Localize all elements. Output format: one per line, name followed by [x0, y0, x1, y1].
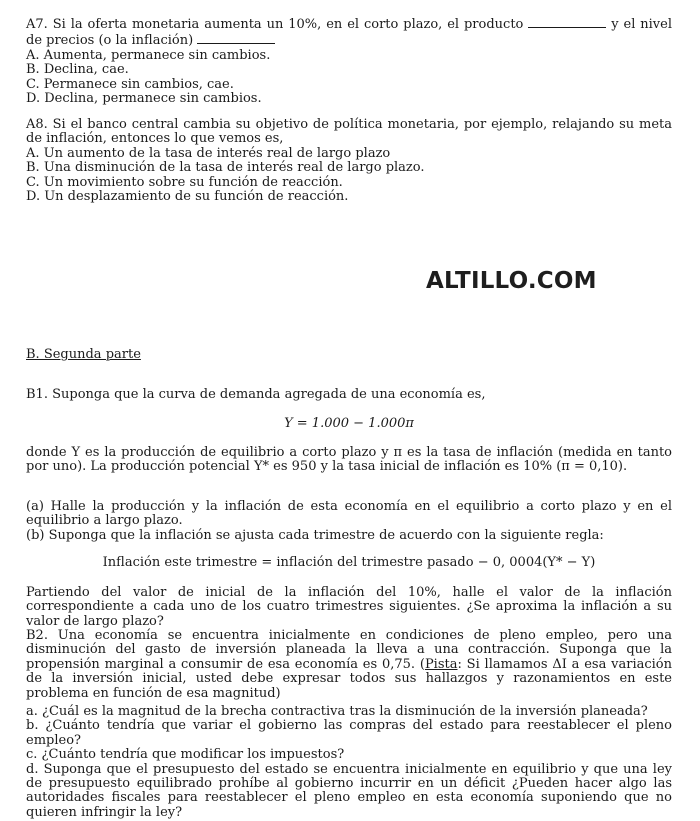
question-b2: B2. Una economía se encuentra inicialmente en condiciones de pleno empleo, pero una disminución del gasto de inversión planeada la lleva a una contracción. Suponga que la propensión marginal a consumir de esa economía es 0,75. (Pista: Si llamamos ΔI a esa variación de la inversión inicial, usted debe expresar todos sus hallazgos y razonamientos en este problema en función de esa magnitud) — [26, 628, 672, 701]
option-c: C. Un movimiento sobre su función de reacción. — [26, 174, 343, 190]
question-a8-stem: A8. Si el banco central cambia su objetivo de política monetaria, por ejemplo, relajando su meta de inflación, entonces lo que vemos es, — [26, 117, 672, 147]
question-b1-final: Partiendo del valor de inicial de la inflación del 10%, halle el valor de la inflación correspondiente a cada uno de los cuatro trimestres siguientes. ¿Se aproxima la inflación a su valor de largo plazo? — [26, 585, 672, 629]
option-d: D. Un desplazamiento de su función de reacción. — [26, 189, 349, 205]
option-d: D. Declina, permanece sin cambios. — [26, 91, 262, 107]
option-a: A. Un aumento de la tasa de interés real de largo plazo — [26, 145, 391, 161]
option-b: B. Declina, cae. — [26, 62, 129, 78]
option-c: C. Permanece sin cambios, cae. — [26, 76, 234, 92]
altillo-logo: ALTILLO.COM — [426, 268, 597, 294]
part-a: (a) Halle la producción y la inflación de esta economía en el equilibrio a corto plazo y en el equilibrio a largo plazo. — [26, 499, 672, 529]
question-b2-items — [26, 705, 672, 820]
item-b: b. ¿Cuánto tendría que variar el gobierno las compras del estado para reestablecer el pleno empleo? — [26, 718, 672, 748]
section-title: B. Segunda parte — [26, 347, 141, 362]
question-b1-where: donde Y es la producción de equilibrio a corto plazo y π es la tasa de inflación (medida en tanto por uno). La producción potencial Y* es 950 y la tasa inicial de inflación es 10% (π = 0,10). — [26, 445, 672, 475]
answer-blank — [197, 32, 275, 44]
question-a7-stem: A7. Si la oferta monetaria aumenta un 10%, en el corto plazo, el producto y el nivel de precios (o la inflación) — [26, 17, 672, 49]
option-b: B. Una disminución de la tasa de interés real de largo plazo. — [26, 160, 425, 176]
inflation-rule: Inflación este trimestre = inflación del trimestre pasado − 0, 0004(Y* − Y) — [102, 555, 596, 570]
part-b: (b) Suponga que la inflación se ajusta cada trimestre de acuerdo con la siguiente regla: — [26, 527, 604, 543]
question-a8 — [26, 118, 672, 204]
item-a: a. ¿Cuál es la magnitud de la brecha contractiva tras la disminución de la inversión planeada? — [26, 704, 648, 719]
hint-label: Pista — [424, 656, 458, 672]
question-a7 — [26, 16, 672, 106]
item-d: d. Suponga que el presupuesto del estado se encuentra inicialmente en equilibrio y que una ley de presupuesto equilibrado prohíbe al gobierno incurrir en un déficit ¿Pueden hacer algo las autoridades fiscales para reestablecer el pleno empleo en esta economía suponiendo que no quieren infringir la ley? — [26, 761, 672, 820]
demand-equation: Y = 1.000 − 1.000π — [284, 416, 414, 431]
answer-blank — [528, 16, 606, 28]
question-b1-parts — [26, 500, 672, 543]
question-b1-intro: B1. Suponga que la curva de demanda agregada de una economía es, — [26, 387, 486, 402]
item-c: c. ¿Cuánto tendría que modificar los impuestos? — [26, 747, 345, 763]
option-a: A. Aumenta, permanece sin cambios. — [26, 47, 271, 63]
